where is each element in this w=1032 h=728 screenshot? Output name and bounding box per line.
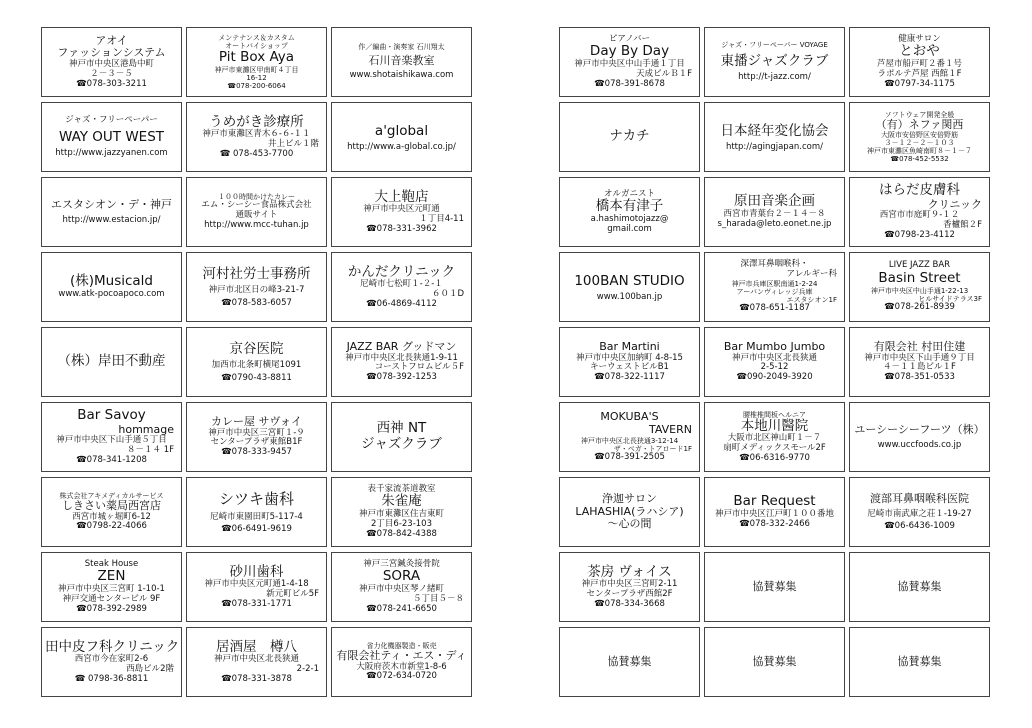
card-text-line: ☎078-333-9457 [221, 447, 292, 458]
card-text-line: Basin Street [878, 270, 961, 287]
card-heading-line: 協賛募集 [897, 654, 942, 668]
card-text-line: 尼崎市東園田町5-117-4 [210, 511, 303, 522]
sponsor-card [41, 402, 182, 472]
card-heading-line: シツキ歯科 [218, 490, 294, 508]
sponsor-card [849, 252, 990, 322]
card-text-line: ☎0797-34-1175 [884, 78, 955, 89]
card-text-line: http://www.estacion.jp/ [62, 214, 161, 225]
right-sheet [559, 27, 990, 697]
card-text-line: 神戸市中央区港島中町 [68, 58, 154, 69]
card-text-line: gmail.com [607, 223, 652, 234]
sponsor-card [331, 552, 472, 622]
card-text-line: ☎078-392-1253 [366, 372, 437, 383]
card-heading-line: (株)Musicald [69, 273, 154, 290]
card-text-line: ☎0798-23-4112 [884, 229, 955, 240]
sponsor-card [331, 252, 472, 322]
card-text-line: ☎078-391-8678 [594, 78, 665, 89]
card-text-line: 神戸市東灘区甲南町４丁目 [214, 65, 299, 74]
card-text-line: ☎078-261-8939 [884, 301, 955, 312]
card-heading-line: （株）岸田不動産 [57, 353, 166, 370]
sponsor-card [704, 27, 845, 97]
card-text-line: 朱雀庵 [381, 493, 422, 510]
card-text-line: 神戸市中央区下山手通９丁目 [864, 352, 975, 363]
card-text-line: 新元町ビル5F [266, 588, 319, 599]
sponsor-card [559, 327, 700, 397]
card-heading-line: 京谷医院 [229, 341, 284, 358]
sponsor-card [559, 477, 700, 547]
card-heading-line: メンテナンス＆カスタム [218, 34, 295, 43]
card-text-line: http://agingjapan.com/ [725, 141, 824, 152]
card-text-line: センタープラザ東館B1F [210, 437, 303, 448]
sponsor-card [186, 177, 327, 247]
card-text-line: 神戸市中央区加納町 4-8-15 [576, 352, 683, 363]
card-text-line: ６０１D [431, 288, 464, 299]
sponsor-card [331, 327, 472, 397]
sponsor-card [41, 252, 182, 322]
card-text-line: 西宮市今在家町2-6 [74, 654, 149, 665]
card-text-line: ☎078-200-6064 [227, 81, 286, 90]
card-text-line: ４－１１島ビル１F [883, 362, 956, 373]
card-text-line: ZEN [97, 568, 126, 585]
sponsor-card [331, 402, 472, 472]
card-heading-line: 浄迦サロン [602, 492, 657, 506]
card-heading-line: 日本経年変化協会 [720, 122, 829, 139]
card-text-line: ☎06-6436-1009 [884, 521, 955, 532]
card-text-line: キーウェストビルB1 [590, 362, 669, 373]
sponsor-card [186, 552, 327, 622]
card-text-line: 有限会社ティ・エス・ディ [336, 648, 467, 662]
card-heading-line: 深澤耳鼻咽喉科・ [740, 259, 809, 270]
card-text-line: ☎090-2049-3920 [736, 372, 813, 383]
card-text-line: しきさい薬局西宮店 [62, 498, 161, 512]
card-heading-line: ピアノバー [608, 33, 651, 44]
card-text-line: ☎078-303-3211 [76, 78, 147, 89]
card-text-line: ３－１２－２－１０３ [884, 139, 955, 148]
sponsor-card [704, 552, 845, 622]
card-heading-line: 健康サロン [898, 33, 941, 44]
card-text-line: ☎078-392-2989 [76, 603, 147, 614]
card-text-line: 西島ビル2階 [126, 663, 174, 674]
card-text-line: 西宮市青葉台２－１４－８ [723, 208, 826, 219]
card-text-line: 神戸市東灘区魚崎南町８－１－７ [867, 147, 972, 156]
card-text-line: アレルギー科 [786, 269, 837, 280]
card-heading-line: 協賛募集 [752, 579, 797, 593]
card-text-line: ２－３－５ [90, 68, 133, 79]
card-text-line: ☎078-842-4388 [366, 528, 437, 539]
card-text-line: 香櫨館２F [943, 220, 982, 231]
card-text-line: 2-2-1 [296, 663, 319, 674]
card-heading-line: 協賛募集 [897, 579, 942, 593]
card-text-line: 大阪市北区神山町１－７ [727, 433, 822, 444]
sponsor-card [559, 27, 700, 97]
card-heading-line: 株式会社アキメディカルサービス [59, 491, 164, 500]
card-heading-line: 河村社労士事務所 [202, 266, 311, 283]
card-text-line: ☎0798-22-4066 [76, 521, 147, 532]
sponsor-card [559, 252, 700, 322]
card-heading-line: ナカチ [609, 128, 650, 145]
sponsor-card [331, 177, 472, 247]
card-text-line: エム・シーシー食品株式会社 [201, 200, 312, 211]
card-text-line: 神戸市中央区元町通1-4-18 [204, 579, 309, 590]
sponsor-card [186, 27, 327, 97]
card-text-line: 2-5-12 [760, 362, 789, 373]
card-text-line: 神戸市中央区北長狭通3-12-14 [580, 436, 679, 445]
right-card-grid [559, 27, 990, 697]
card-heading-line: ソフトウェア開発全般 [884, 110, 955, 119]
sponsor-card [186, 627, 327, 697]
sponsor-card [704, 477, 845, 547]
card-text-line: アーバンヴィレッジ兵庫 [736, 287, 813, 296]
card-text-line: s_harada@leto.eonet.ne.jp [717, 218, 832, 229]
card-text-line: ラポルテ芦屋 西館１F [877, 68, 962, 79]
card-heading-line: LIVE JAZZ BAR [888, 260, 951, 271]
card-text-line: 神戸市東灘区住吉東町 [358, 508, 444, 519]
card-text-line: 2丁目6-23-103 [371, 518, 432, 529]
card-text-line: 神戸市中央区江戸町１００番地 [714, 508, 834, 519]
card-text-line: ☎06-6491-9619 [221, 524, 292, 535]
sponsor-card [849, 177, 990, 247]
sponsor-card [41, 327, 182, 397]
sponsor-card [849, 102, 990, 172]
sponsor-card [559, 177, 700, 247]
card-text-line: 神戸市中央区下山手通５丁目 [56, 435, 167, 446]
sponsor-card [559, 552, 700, 622]
sponsor-card [186, 327, 327, 397]
card-text-line: ジャズクラブ [361, 436, 442, 452]
card-heading-line: 田中皮フ科クリニック [45, 638, 180, 655]
card-text-line: ８－１４ 1F [127, 445, 174, 456]
card-text-line: 尼崎市七松町１-２-１ [360, 279, 443, 290]
left-card-grid [41, 27, 472, 697]
sponsor-card [186, 477, 327, 547]
card-heading-line: はらだ皮膚科 [879, 182, 960, 199]
card-text-line: 扇町メディックスモール2F [723, 442, 826, 453]
card-text-line: ☎078-334-3668 [594, 598, 665, 609]
card-heading-line: 作／編曲・演奏家 石川翔太 [358, 43, 445, 52]
card-text-line: （有）ネファ関西 [875, 117, 964, 131]
card-heading-line: アオイ [95, 33, 128, 47]
card-text-line: SORA [382, 568, 421, 585]
card-text-line: 神戸市中央区三宮町１-９ [208, 427, 305, 438]
sponsor-card [849, 27, 990, 97]
card-heading-line: 100BAN STUDIO [574, 272, 685, 289]
card-text-line: 〜心の間 [607, 517, 652, 531]
card-text-line: 神戸交通センタービル 9F [62, 593, 161, 604]
card-text-line: ☎078-322-1117 [594, 372, 665, 383]
card-text-line: 西宮市城ヶ堀町6-12 [72, 511, 151, 522]
sponsor-card [186, 102, 327, 172]
card-text-line: 神戸市東灘区青木６-６-１１ [202, 129, 311, 140]
card-text-line: a.hashimotojazz@ [590, 213, 669, 224]
card-text-line: 大阪府茨木市新堂1-8-6 [356, 661, 447, 672]
card-text-line: ☎078-241-6650 [366, 603, 437, 614]
card-text-line: 神戸市中央区元町通 [363, 204, 440, 215]
sponsor-card [41, 477, 182, 547]
sponsor-card [186, 252, 327, 322]
card-text-line: 16-12 [246, 73, 267, 82]
sponsor-card [41, 177, 182, 247]
card-text-line: ☎078-331-3878 [221, 673, 292, 684]
card-text-line: ☎078-351-0533 [884, 372, 955, 383]
card-text-line: ☎078-452-5532 [890, 155, 949, 164]
sponsor-card [704, 102, 845, 172]
card-text-line: ファッションシステム [57, 46, 166, 60]
card-heading-line: 協賛募集 [752, 654, 797, 668]
card-heading-line: エスタシオン・デ・神戸 [51, 198, 172, 212]
card-heading-line: ジャズ・フリーペーパー [65, 115, 158, 126]
sponsor-card [186, 402, 327, 472]
left-sheet [41, 27, 472, 697]
card-heading-line: 居酒屋 樽八 [216, 638, 297, 655]
card-text-line: LAHASHIA(ラハシア) [575, 504, 684, 518]
card-heading-line: a'global [374, 122, 429, 139]
card-heading-line: かんだクリニック [347, 263, 456, 280]
sponsor-card [41, 102, 182, 172]
card-text-line: http://t-jazz.com/ [738, 72, 811, 82]
card-text-line: 大阪市安倍野区安倍野筋 [881, 131, 958, 140]
card-text-line: ☎06-6316-9770 [739, 452, 810, 463]
card-text-line: コーストフロムビル５F [374, 362, 464, 373]
card-text-line: ☎078-331-1771 [221, 598, 292, 609]
sponsor-card [704, 327, 845, 397]
card-text-line: ☎078-651-1187 [739, 302, 810, 313]
card-text-line: ☎078-391-2505 [594, 451, 665, 462]
sponsor-card [331, 627, 472, 697]
card-text-line: センタープラザ西館2F [586, 588, 673, 599]
card-heading-line: Bar Savoy [77, 407, 146, 424]
card-text-line: hommage [118, 422, 174, 436]
sponsor-card [559, 627, 700, 697]
sponsor-card [331, 477, 472, 547]
card-heading-line: オルガニスト [603, 188, 655, 199]
card-text-line: Pit Box Aya [218, 49, 295, 66]
card-heading-line: カレー屋 サヴォイ [210, 415, 303, 429]
card-heading-line: 砂川歯科 [229, 563, 284, 580]
sponsor-card [704, 177, 845, 247]
sponsor-card [41, 27, 182, 97]
card-text-line: ☎ 078-453-7700 [219, 148, 294, 159]
card-text-line: ☎078-341-1208 [76, 454, 147, 465]
card-text-line: 神戸市中央区三宮町 1-10-1 [58, 583, 165, 594]
card-heading-line: JAZZ BAR グッドマン [346, 340, 457, 354]
card-text-line: 神戸市兵庫区駅南通1-2-24 [731, 279, 818, 288]
card-text-line: 通販サイト [235, 210, 278, 221]
card-text-line: ５丁目５－８ [412, 593, 464, 604]
sponsor-card [849, 327, 990, 397]
card-text-line: http://www.mcc-tuhan.jp [204, 219, 309, 230]
card-text-line: http://www.a-global.co.jp/ [347, 141, 456, 152]
card-heading-line: ジャズ・フリーペーパー VOYAGE [721, 41, 828, 50]
card-heading-line: 有限会社 村田住建 [873, 340, 966, 354]
card-heading-line: 腰椎椎間板ヘルニア [743, 410, 806, 419]
card-text-line: オートバイショップ [225, 42, 288, 51]
sponsor-card [331, 102, 472, 172]
card-text-line: 天成ビルＢ１F [636, 68, 692, 79]
card-text-line: 西宮市市庭町９-１２ [879, 210, 960, 221]
card-text-line: ヒルサイドテラス3F [918, 294, 982, 303]
card-text-line: １丁目4-11 [419, 213, 464, 224]
card-text-line: 神戸市中央区琴ノ緒町 [358, 583, 444, 594]
card-text-line: エスタシオン1F [786, 295, 837, 304]
card-text-line: 芦屋市船戸町２番１号 [876, 58, 962, 69]
sponsor-card [559, 402, 700, 472]
card-text-line: 井上ビル１階 [267, 138, 319, 149]
card-text-line: http://www.jazzyanen.com [55, 148, 168, 159]
sponsor-card [849, 552, 990, 622]
card-heading-line: Steak House [84, 558, 139, 569]
sponsor-card [849, 627, 990, 697]
card-text-line: 石川音楽教室 [368, 53, 435, 67]
card-heading-line: 西神 NT [376, 420, 427, 437]
sponsor-card [704, 252, 845, 322]
card-text-line: ☎ 0798-36-8811 [74, 673, 149, 684]
sponsor-card [704, 402, 845, 472]
card-heading-line: 渡部耳鼻咽喉科医院 [870, 492, 969, 505]
sponsor-card [331, 27, 472, 97]
card-text-line: TAVERN [648, 423, 692, 437]
card-text-line: 神戸市中央区北長狭通 [731, 352, 817, 363]
card-text-line: 加西市北条町横尾1091 [211, 360, 302, 371]
card-text-line: www.atk-pocoapoco.com [58, 288, 165, 299]
sponsor-card [559, 102, 700, 172]
card-heading-line: 原田音楽企画 [734, 193, 815, 210]
card-text-line: ☎078-583-6057 [221, 298, 292, 309]
card-text-line: 尼崎市南武庫之荘１-19-27 [867, 508, 972, 519]
card-text-line: 神戸市北区日の峰3-21-7 [208, 285, 305, 296]
card-text-line: とおや [899, 43, 940, 60]
card-text-line: クリニック [927, 197, 982, 211]
card-heading-line: １００時間かけたカレー [218, 193, 295, 202]
card-heading-line: 茶房 ヴォイス [587, 563, 672, 580]
card-text-line: www.uccfoods.co.jp [877, 439, 962, 450]
sponsor-card [704, 627, 845, 697]
card-heading-line: 省力化機器製造・販売 [366, 641, 437, 650]
card-text-line: ザ・ベガ・トアロード1F [613, 444, 692, 453]
card-text-line: 神戸市中央区中山手通1-22-13 [870, 286, 969, 295]
card-text-line: www.shotaishikawa.com [349, 70, 454, 81]
sponsor-card [41, 627, 182, 697]
card-text-line: www.100ban.jp [596, 291, 663, 302]
card-text-line: ☎06-4869-4112 [366, 298, 437, 309]
card-text-line: ☎078-332-2466 [739, 518, 810, 529]
card-heading-line: 協賛募集 [607, 654, 652, 668]
card-heading-line: MOKUBA'S [600, 410, 659, 424]
card-heading-line: Bar Mumbo Jumbo [723, 340, 826, 354]
card-text-line: 神戸市中央区三宮町2-11 [581, 579, 678, 590]
card-heading-line: Bar Request [733, 493, 816, 510]
card-text-line: ☎078-331-3962 [366, 223, 437, 234]
card-text-line: 本地川醫院 [740, 417, 809, 434]
card-heading-line: Bar Martini [599, 340, 660, 354]
card-heading-line: 神戸三宮鍼灸接骨院 [363, 558, 440, 569]
card-text-line: 神戸市中央区北長狭通1-9-11 [345, 352, 458, 363]
card-text-line: 神戸市中央区北長狭通 [213, 654, 299, 665]
card-text-line: 神戸市中央区中山手通１丁目 [574, 58, 685, 69]
card-text-line: 橋本有津子 [595, 198, 664, 215]
card-heading-line: ユーシーシーフーツ（株） [854, 423, 985, 437]
card-heading-line: 大上鞄店 [374, 188, 429, 205]
card-heading-line: うめがき診療所 [209, 113, 304, 130]
card-text-line: 東播ジャズクラブ [720, 52, 829, 69]
card-text-line: ☎072-634-0720 [366, 671, 437, 682]
sponsor-card [849, 402, 990, 472]
card-text-line: WAY OUT WEST [58, 128, 165, 145]
card-text-line: ☎0790-43-8811 [221, 373, 292, 384]
sponsor-card [849, 477, 990, 547]
sponsor-card [41, 552, 182, 622]
card-text-line: Day By Day [589, 43, 670, 60]
card-heading-line: 表千家流茶道教室 [367, 483, 436, 494]
